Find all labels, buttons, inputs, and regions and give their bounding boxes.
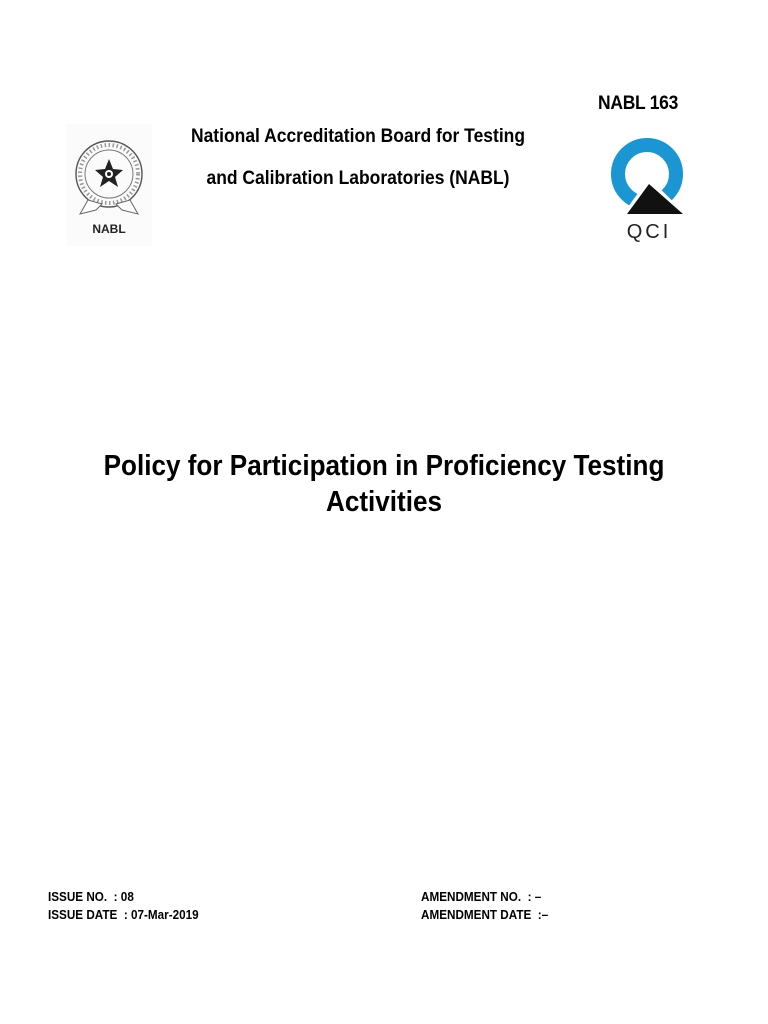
- qci-logo-text: QCI: [626, 221, 672, 243]
- nabl-logo-text: NABL: [92, 222, 126, 236]
- amendment-number: AMENDMENT NO. : –: [421, 889, 542, 904]
- issue-number: ISSUE NO. : 08: [48, 889, 134, 904]
- title-line2: Activities: [325, 486, 443, 518]
- org-name-line1: National Accreditation Board for Testing: [190, 126, 526, 147]
- amendment-date: AMENDMENT DATE :–: [421, 907, 549, 922]
- org-name-line2: and Calibration Laboratories (NABL): [206, 168, 510, 189]
- nabl-logo: [66, 124, 152, 246]
- qci-logo: [605, 134, 693, 244]
- issue-date: ISSUE DATE : 07-Mar-2019: [48, 907, 199, 922]
- title-line1: Policy for Participation in Proficiency Testing: [103, 450, 665, 482]
- document-code: NABL 163: [598, 93, 679, 114]
- document-title: [92, 448, 675, 520]
